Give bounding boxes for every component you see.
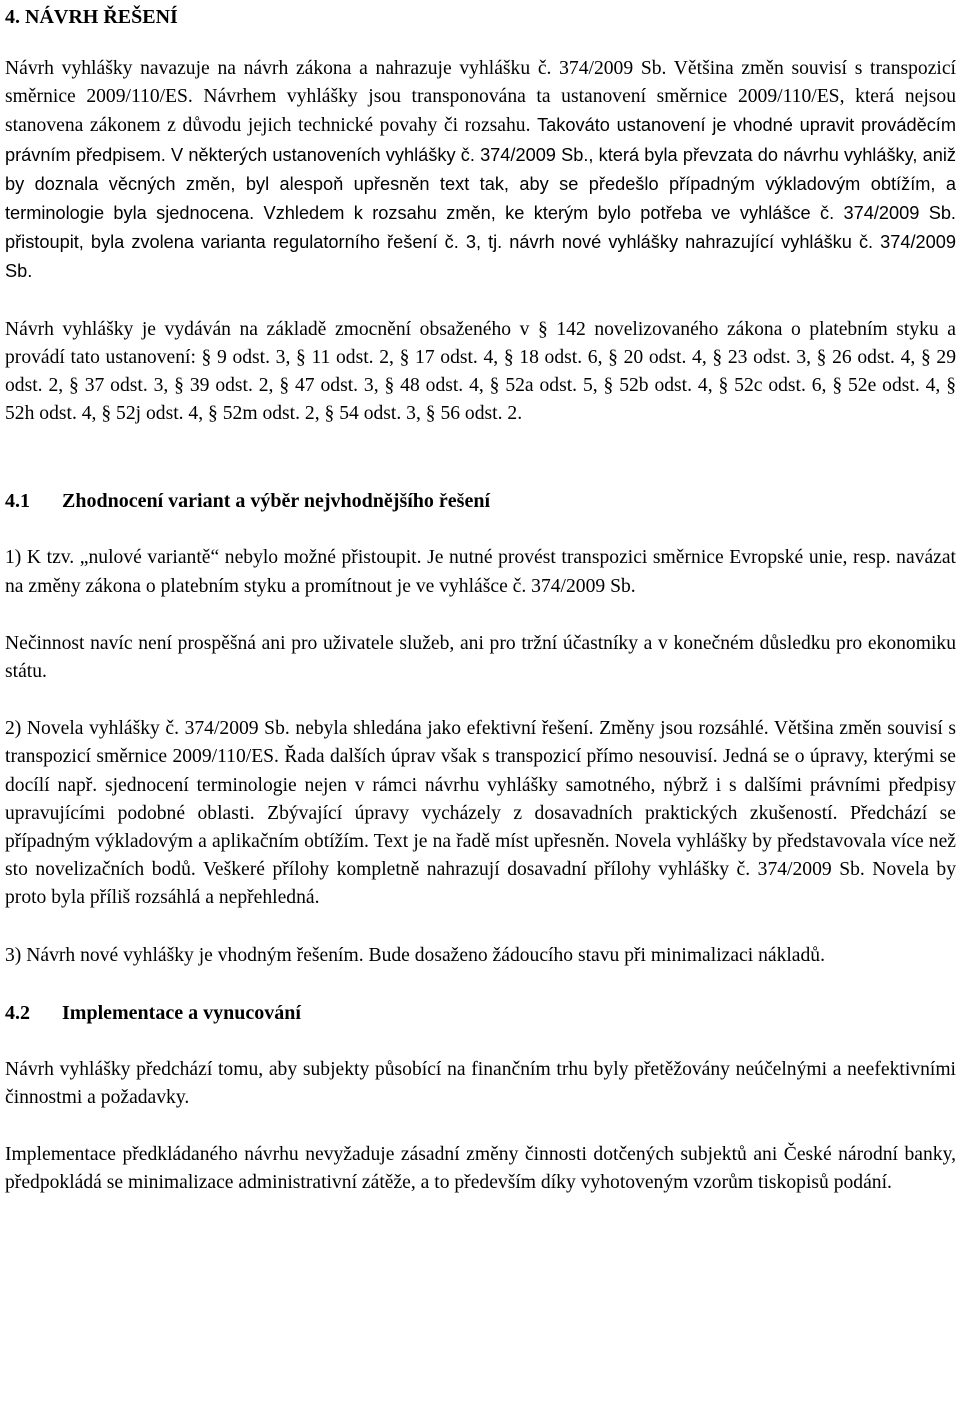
paragraph-option-3: 3) Návrh nové vyhlášky je vhodným řešením. Bude dosaženo žádoucího stavu při minimalizaci nákladů. [5,944,826,966]
section-title: Implementace a vynucování [62,1001,301,1024]
paragraph-option-1: 1) K tzv. „nulové variantě“ nebylo možné přistoupit. Je nutné provést transpozici směrnice Evropské unie, resp. navázat na změny zákona o platebním styku a promítnout je ve vyhlášce č. 374/2009 Sb. [5,547,956,597]
paragraph-inaction: Nečinnost navíc není prospěšná ani pro uživatele služeb, ani pro tržní účastníky a v konečném důsledku pro ekonomiku státu. [5,632,956,683]
paragraph-intro-sans-text: Takováto ustanovení je vhodné upravit prováděcím právním předpisem. V některých ustanoveních vyhlášky č. 374/2009 Sb., která byla převzata do návrhu vyhlášky, aniž by doznala věcných změn, byl alespoň upřesněn text tak, aby se předešlo případným výkladovým obtížím, a terminologie byla sjednocena. Vzhledem k rozsahu změn, ke kterým bylo potřeba ve vyhlášce č. 374/2009 Sb. přistoupit, byla zvolena varianta regulatorního řešení č. 3, tj. návrh nové vyhlášky nahrazující vyhlášku č. 374/2009 Sb. [5,115,956,282]
paragraph-intro [5,55,956,287]
paragraph-intro-text: Návrh vyhlášky navazuje na návrh zákona a nahrazuje vyhlášku č. 374/2009 Sb. Většina změn souvisí s transpozicí směrnice 2009/110/ES. Návrhem vyhlášky jsou transponována ta ustanovení směrnice 2009/110/ES, která nejsou stanovena zákonem z důvodu jejich technické povahy či rozsahu. [5,58,956,137]
paragraph-option-2: 2) Novela vyhlášky č. 374/2009 Sb. nebyla shledána jako efektivní řešení. Změny jsou rozsáhlé. Většina změn souvisí s transpozicí směrnice 2009/110/ES. Řada dalších úprav však s transpozicí přímo nesouvisí. Jedná se o úpravy, kterými se docílí např. sjednocení terminologie nejen v rámci návrhu vyhlášky samotného, nýbrž i s dalšími právními předpisy upravujícími podobné oblasti. Zbývající úpravy vycházely z dosavadních praktických zkušeností. Předchází se případným výkladovým a aplikačním obtížím. Text je na řadě míst upřesněn. Novela vyhlášky by představovala více než sto novelizačních bodů. Veškeré přílohy kompletně nahrazují dosavadní přílohy vyhlášky č. 374/2009 Sb. Novela by proto byla příliš rozsáhlá a nepřehledná. [5,718,956,909]
section-heading-4: 4. NÁVRH ŘEŠENÍ [5,6,178,28]
paragraph-implementation-1: Návrh vyhlášky předchází tomu, aby subjekty působící na finančním trhu byly přetěžovány neúčelnými a neefektivními činnostmi a požadavky. [5,1058,956,1109]
section-heading-4-1 [5,487,956,515]
section-heading-4-2 [5,999,956,1027]
section-number: 4.2 [5,1001,30,1024]
section-number: 4.1 [5,490,30,513]
section-title: Zhodnocení variant a výběr nejvhodnějšího řešení [62,490,490,513]
paragraph-legal-basis: Návrh vyhlášky je vydáván na základě zmocnění obsaženého v § 142 novelizovaného zákona o platebním styku a provádí tato ustanovení: § 9 odst. 3, § 11 odst. 2, § 17 odst. 4, § 18 odst. 6, § 20 odst. 4, § 23 odst. 3, § 26 odst. 4, § 29 odst. 2, § 37 odst. 3, § 39 odst. 2, § 47 odst. 3, § 48 odst. 4, § 52a odst. 5, § 52b odst. 4, § 52c odst. 6, § 52e odst. 4, § 52h odst. 4, § 52j odst. 4, § 52m odst. 2, § 54 odst. 3, § 56 odst. 2. [5,318,956,425]
paragraph-implementation-2: Implementace předkládaného návrhu nevyžaduje zásadní změny činnosti dotčených subjektů ani České národní banky, předpokládá se minimalizace administrativní zátěže, a to především díky vyhotoveným vzorům tiskopisů podání. [5,1144,956,1194]
